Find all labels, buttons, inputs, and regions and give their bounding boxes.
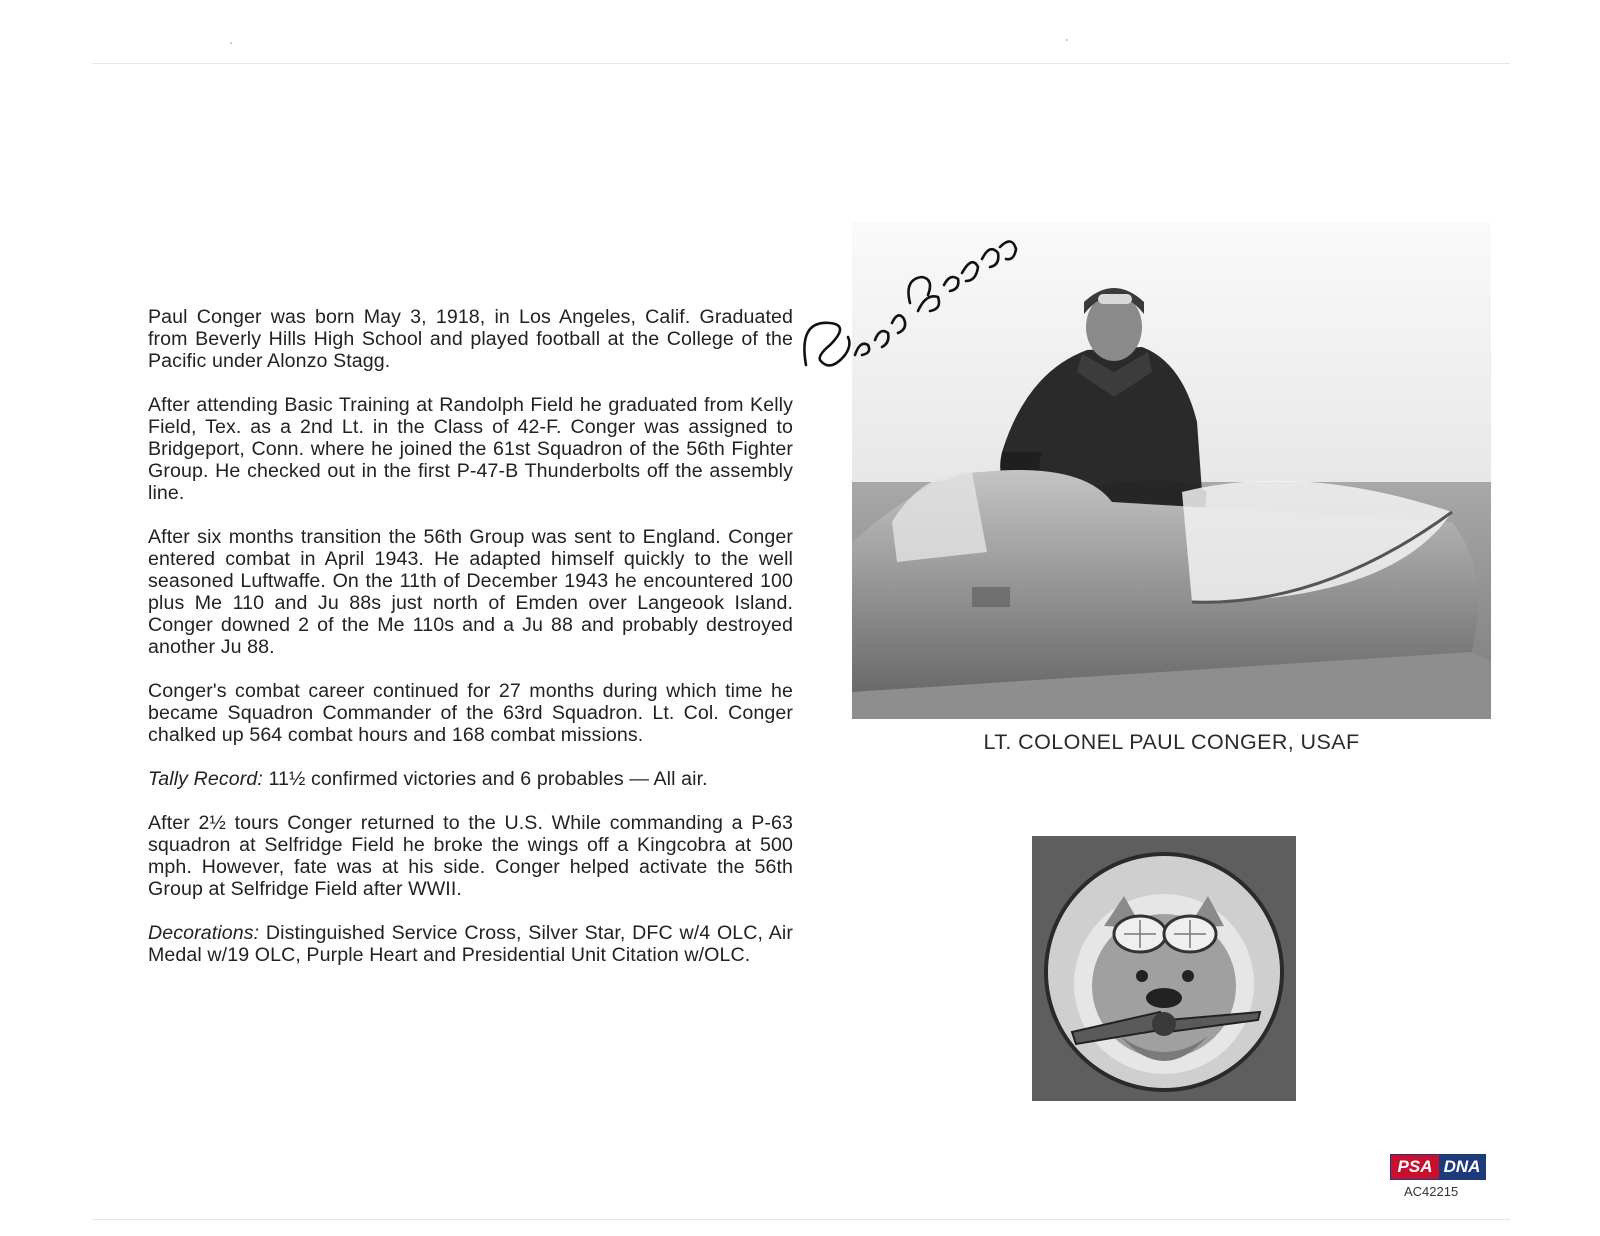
photo-caption: LT. COLONEL PAUL CONGER, USAF xyxy=(983,730,1360,754)
psa-dna-logo xyxy=(1390,1154,1486,1180)
tally-record-label: Tally Record: xyxy=(148,768,263,790)
bottom-rule xyxy=(92,1219,1510,1220)
autograph-signature xyxy=(800,215,1030,395)
bio-paragraph-combat: After six months transition the 56th Group was sent to England. Conger entered combat in April 1943. He adapted himself quickly to the well seasoned Luftwaffe. On the 11th of December 1943 he encountered 100 plus Me 110 and Ju 88s just north of Emden over Langeook Island. Conger downed 2 of the Me 110s and a Ju 88 and probably destroyed another Ju 88. xyxy=(148,526,793,658)
bio-paragraph-career: Conger's combat career continued for 27 months during which time he became Squadron Commander of the 63rd Squadron. Lt. Col. Conger chalked up 564 combat hours and 168 combat missions. xyxy=(148,680,793,746)
autograph-signature-image xyxy=(800,215,1030,395)
dna-logo-text: DNA xyxy=(1439,1155,1485,1179)
biography-text xyxy=(148,306,793,966)
bio-paragraph-early-life: Paul Conger was born May 3, 1918, in Los Angeles, Calif. Graduated from Beverly Hills High School and played football at the College of the Pacific under Alonzo Stagg. xyxy=(148,306,793,372)
paper-speck xyxy=(230,42,232,44)
tally-record-text: 11½ confirmed victories and 6 probables — All air. xyxy=(262,768,708,790)
top-rule xyxy=(92,63,1510,64)
bio-paragraph-training: After attending Basic Training at Randolph Field he graduated from Kelly Field, Tex. as a 2nd Lt. in the Class of 42-F. Conger was assigned to Bridgeport, Conn. where he joined the 61st Squadron of the 56th Fighter Group. He checked out in the first P-47-B Thunderbolts off the assembly line. xyxy=(148,394,793,504)
squadron-patch xyxy=(1032,836,1296,1101)
decorations-label: Decorations: xyxy=(148,922,260,944)
squadron-patch-image xyxy=(1032,836,1296,1101)
decorations xyxy=(148,922,793,966)
tally-record xyxy=(148,768,793,790)
paper-speck xyxy=(1066,39,1068,41)
bio-paragraph-postwar: After 2½ tours Conger returned to the U.S. While commanding a P-63 squadron at Selfridge Field he broke the wings off a Kingcobra at 500 mph. However, fate was at his side. Conger helped activate the 56th Group at Selfridge Field after WWII. xyxy=(148,812,793,900)
psa-logo-text: PSA xyxy=(1391,1155,1439,1179)
certificate-number: AC42215 xyxy=(1404,1184,1459,1199)
decorations-text: Distinguished Service Cross, Silver Star, DFC w/4 OLC, Air Medal w/19 OLC, Purple Heart and Presidential Unit Citation w/OLC. xyxy=(148,922,793,966)
